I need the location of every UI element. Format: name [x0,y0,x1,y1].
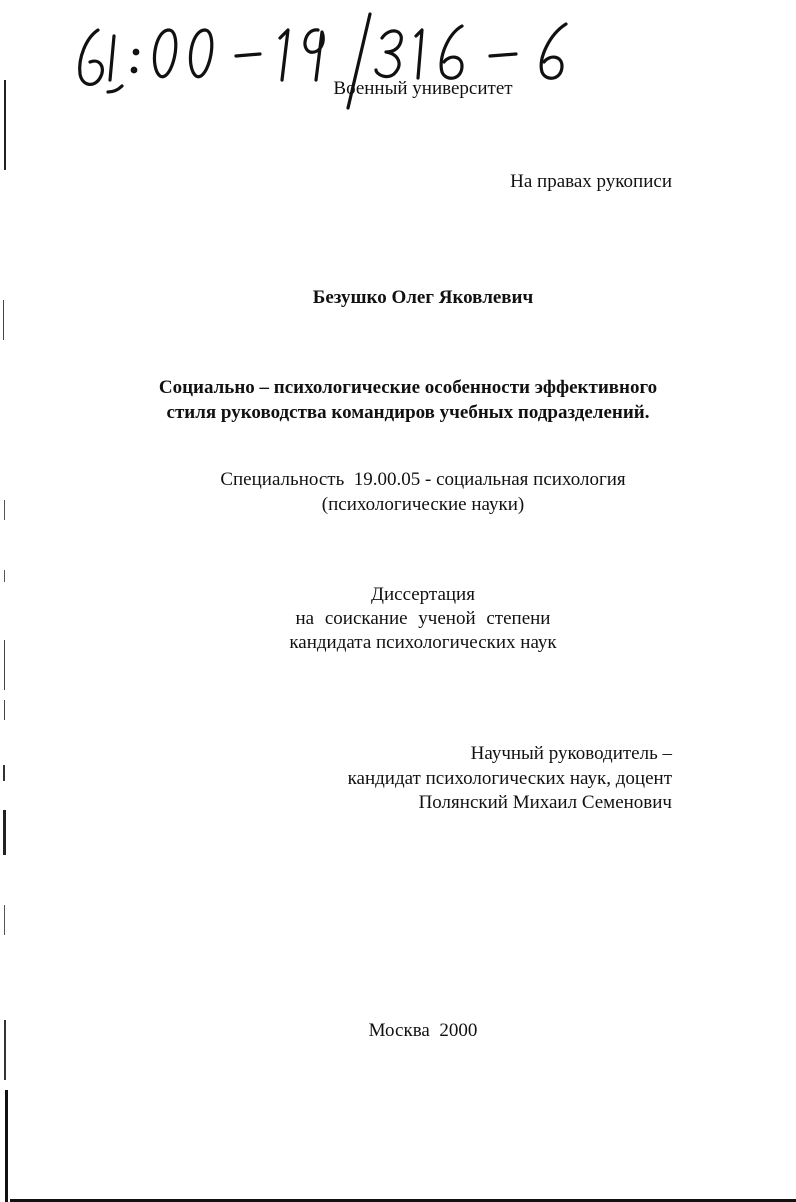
supervisor-name: Полянский Михаил Семенович [418,792,672,813]
dissertation-degree-line-2: кандидата психологических наук [289,632,557,653]
manuscript-note: На правах рукописи [510,171,672,192]
thesis-title-line-2: стиля руководства командиров учебных подразделений. [166,402,650,423]
dissertation-degree-line-1: на соискание ученой степени [295,608,551,629]
specialty-line-2: (психологические науки) [321,494,525,515]
supervisor-label: Научный руководитель – [470,743,672,764]
city-year: Москва 2000 [368,1020,478,1041]
thesis-title-line-1: Социально – психологические особенности эффективного [158,377,658,398]
supervisor-degree: кандидат психологических наук, доцент [347,768,672,789]
institution-name: Военный университет [333,78,513,99]
dissertation-label: Диссертация [371,584,475,605]
author-name: Безушко Олег Яковлевич [312,287,534,308]
specialty-line-1: Специальность 19.00.05 - социальная психология [220,469,626,490]
